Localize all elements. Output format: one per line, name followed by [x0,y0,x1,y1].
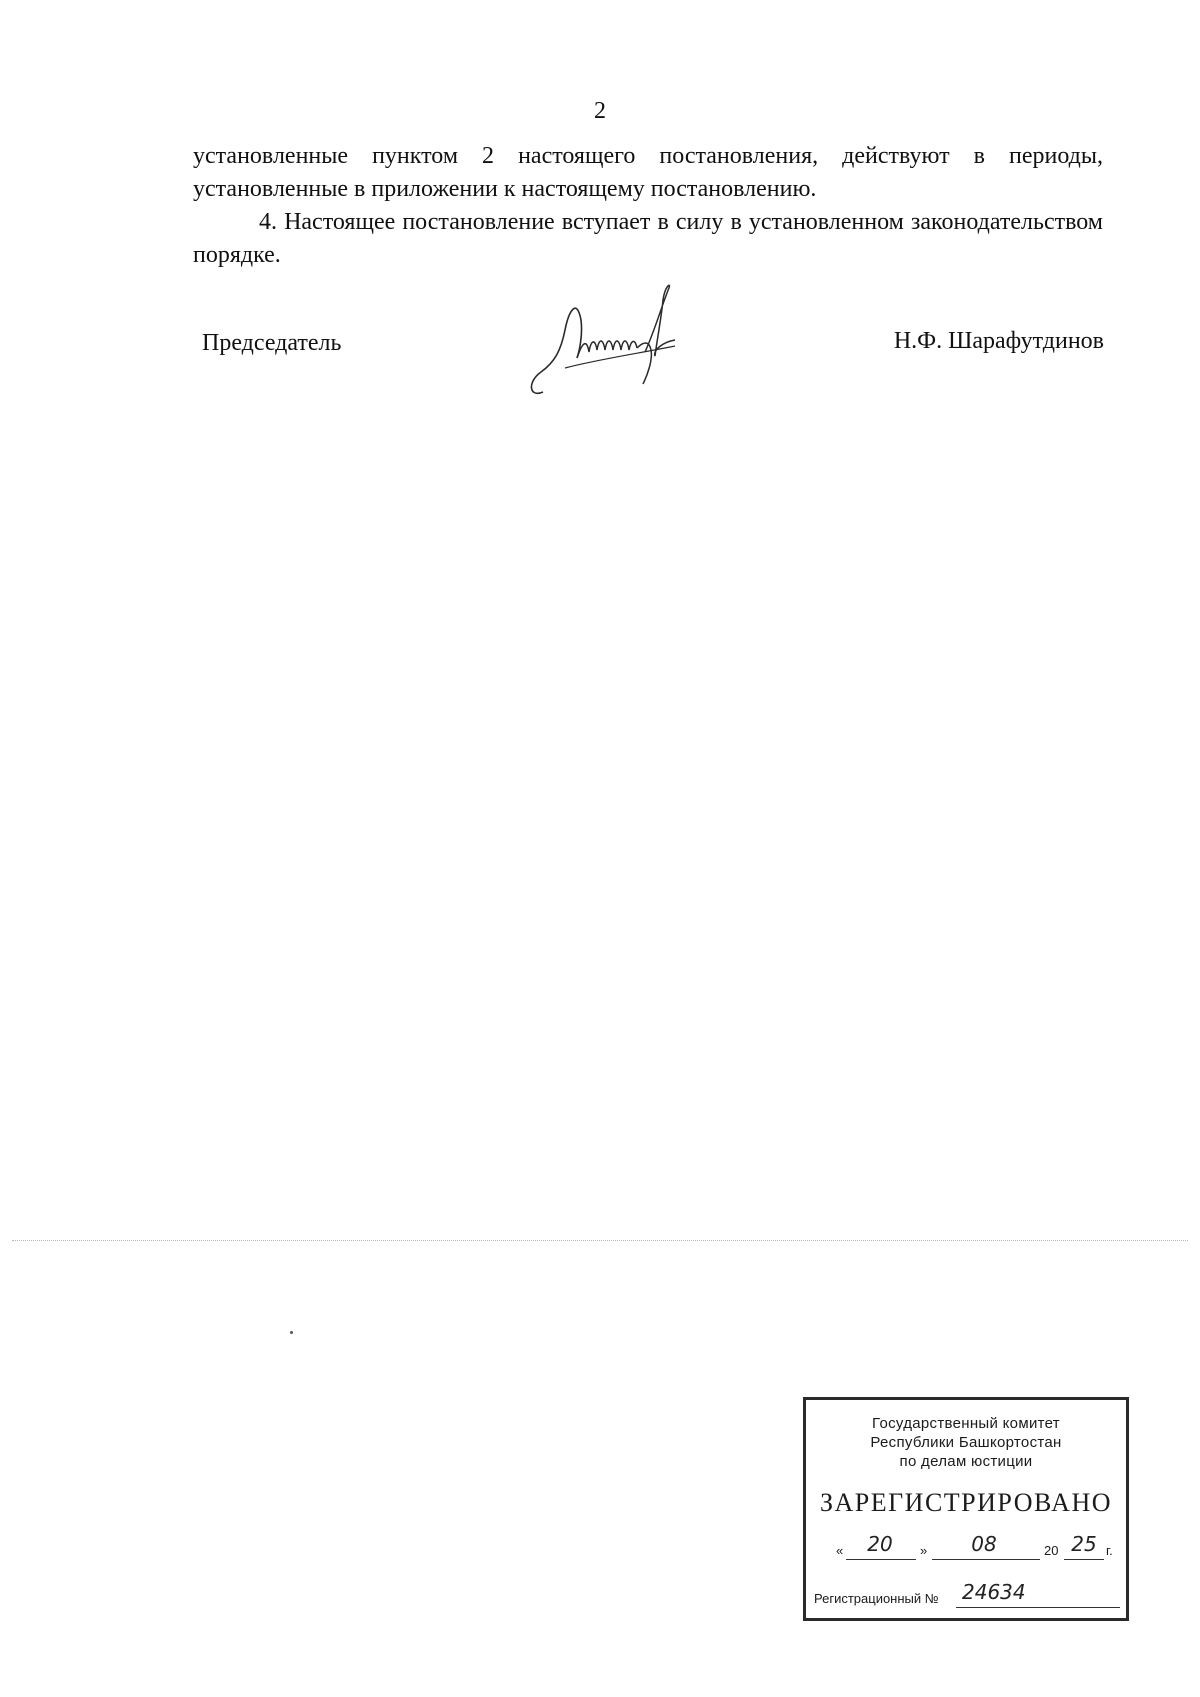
paragraph-4: 4. Настоящее постановление вступает в силу в установленном законодательством порядке. [193,209,1103,268]
registration-number: 24634 [962,1580,1026,1604]
paragraph-continuation: установленные пунктом 2 настоящего постановления, действуют в периоды, установленные в приложении к настоящему постановлению. [193,143,1103,202]
date-day: 20 [867,1532,893,1556]
date-year-suffix: 25 [1071,1532,1097,1556]
body-text [193,140,1103,272]
stamp-status: ЗАРЕГИСТРИРОВАНО [820,1488,1112,1517]
date-open-quote: « [836,1543,844,1558]
stamp-registration [814,1578,1124,1610]
stamp-org-line: по делам юстиции [899,1453,1033,1470]
date-day-underline [846,1559,916,1560]
date-close-quote: » [920,1543,928,1558]
scan-artifact-line [12,1240,1188,1241]
stamp-org-line: Государственный комитет [872,1415,1060,1432]
registration-underline [956,1607,1120,1608]
date-month: 08 [971,1532,997,1556]
registration-label: Регистрационный № [814,1591,939,1606]
page-number: 2 [594,98,606,124]
date-year-unit: г. [1106,1543,1113,1558]
date-year-underline [1064,1559,1104,1560]
registration-stamp [803,1397,1129,1621]
stamp-organization [806,1414,1126,1471]
stamp-org-line: Республики Башкортостан [870,1434,1062,1451]
signer-name: Н.Ф. Шарафутдинов [893,328,1104,354]
handwritten-signature [525,280,700,410]
stamp-date [836,1528,1121,1562]
scan-speck [290,1331,293,1334]
date-year-prefix: 20 [1044,1543,1059,1558]
date-month-underline [932,1559,1040,1560]
signature-block [0,280,1200,430]
signer-title: Председатель [202,330,342,356]
